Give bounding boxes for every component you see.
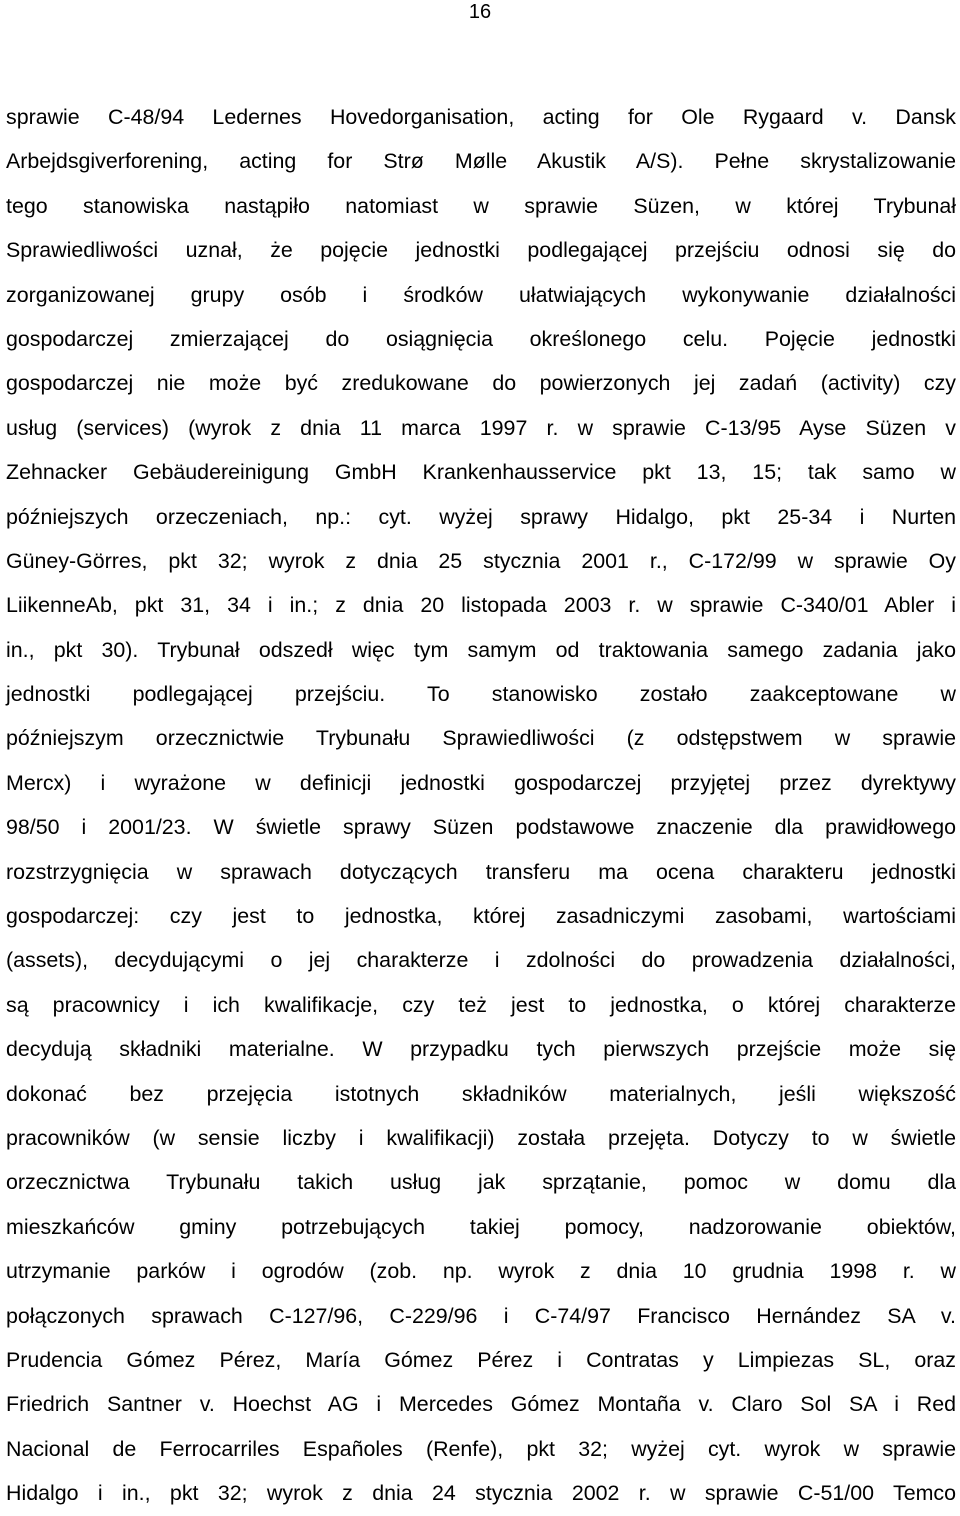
text-line: (assets), decydującymi o jej charakterze i zdolności do prowadzenia działalności, xyxy=(6,948,956,973)
text-line: pracowników (w sensie liczby i kwalifikacji) została przejęta. Dotyczy to w świetle xyxy=(6,1125,956,1150)
text-line: LiikenneAb, pkt 31, 34 i in.; z dnia 20 listopada 2003 r. w sprawie C-340/01 Abler i xyxy=(6,593,956,618)
text-line: usług (services) (wyrok z dnia 11 marca 1997 r. w sprawie C-13/95 Ayse Süzen v xyxy=(6,415,956,440)
text-line: Friedrich Santner v. Hoechst AG i Mercedes Gómez Montaña v. Claro Sol SA i Red xyxy=(6,1392,956,1417)
text-line: mieszkańców gminy potrzebujących takiej pomocy, nadzorowanie obiektów, xyxy=(6,1214,956,1239)
text-line: połączonych sprawach C-127/96, C-229/96 i C-74/97 Francisco Hernández SA v. xyxy=(6,1303,956,1328)
text-line: Prudencia Gómez Pérez, María Gómez Pérez i Contratas y Limpiezas SL, oraz xyxy=(6,1347,956,1372)
text-line: rozstrzygnięcia w sprawach dotyczących transferu ma ocena charakteru jednostki xyxy=(6,859,956,884)
text-line: Arbejdsgiverforening, acting for Strø Mølle Akustik A/S). Pełne skrystalizowanie xyxy=(6,149,956,174)
text-line: gospodarczej zmierzającej do osiągnięcia określonego celu. Pojęcie jednostki xyxy=(6,326,956,351)
text-line: Sprawiedliwości uznał, że pojęcie jednostki podlegającej przejściu odnosi się do xyxy=(6,238,956,263)
text-line: Hidalgo i in., pkt 32; wyrok z dnia 24 stycznia 2002 r. w sprawie C-51/00 Temco xyxy=(6,1481,956,1506)
text-line: Mercx) i wyrażone w definicji jednostki gospodarczej przyjętej przez dyrektywy xyxy=(6,770,956,795)
text-line: gospodarczej: czy jest to jednostka, której zasadniczymi zasobami, wartościami xyxy=(6,904,956,929)
text-line: decydują składniki materialne. W przypadku tych pierwszych przejście może się xyxy=(6,1037,956,1062)
text-line: utrzymanie parków i ogrodów (zob. np. wyrok z dnia 10 grudnia 1998 r. w xyxy=(6,1259,956,1284)
text-line: tego stanowiska nastąpiło natomiast w sprawie Süzen, w której Trybunał xyxy=(6,193,956,218)
text-line: Nacional de Ferrocarriles Españoles (Renfe), pkt 32; wyżej cyt. wyrok w sprawie xyxy=(6,1436,956,1461)
text-line: zorganizowanej grupy osób i środków ułatwiających wykonywanie działalności xyxy=(6,282,956,307)
page-number: 16 xyxy=(468,1,492,23)
text-line: późniejszym orzecznictwie Trybunału Sprawiedliwości (z odstępstwem w sprawie xyxy=(6,726,956,751)
text-line: jednostki podlegającej przejściu. To stanowisko zostało zaakceptowane w xyxy=(6,682,956,707)
text-line: gospodarczej nie może być zredukowane do powierzonych jej zadań (activity) czy xyxy=(6,371,956,396)
text-line: dokonać bez przejęcia istotnych składników materialnych, jeśli większość xyxy=(6,1081,956,1106)
text-line: 98/50 i 2001/23. W świetle sprawy Süzen podstawowe znaczenie dla prawidłowego xyxy=(6,815,956,840)
text-line: orzecznictwa Trybunału takich usług jak sprzątanie, pomoc w domu dla xyxy=(6,1170,956,1195)
body-text xyxy=(6,95,956,1516)
text-line: sprawie C-48/94 Ledernes Hovedorganisation, acting for Ole Rygaard v. Dansk xyxy=(6,105,956,129)
text-line: są pracownicy i ich kwalifikacje, czy też jest to jednostka, o której charakterze xyxy=(6,992,956,1017)
text-line: in., pkt 30). Trybunał odszedł więc tym samym od traktowania samego zadania jako xyxy=(6,637,956,662)
text-line: Güney-Görres, pkt 32; wyrok z dnia 25 stycznia 2001 r., C-172/99 w sprawie Oy xyxy=(6,548,956,573)
text-line: późniejszych orzeczeniach, np.: cyt. wyżej sprawy Hidalgo, pkt 25-34 i Nurten xyxy=(6,504,956,529)
text-line: Zehnacker Gebäudereinigung GmbH Krankenhausservice pkt 13, 15; tak samo w xyxy=(6,460,956,485)
